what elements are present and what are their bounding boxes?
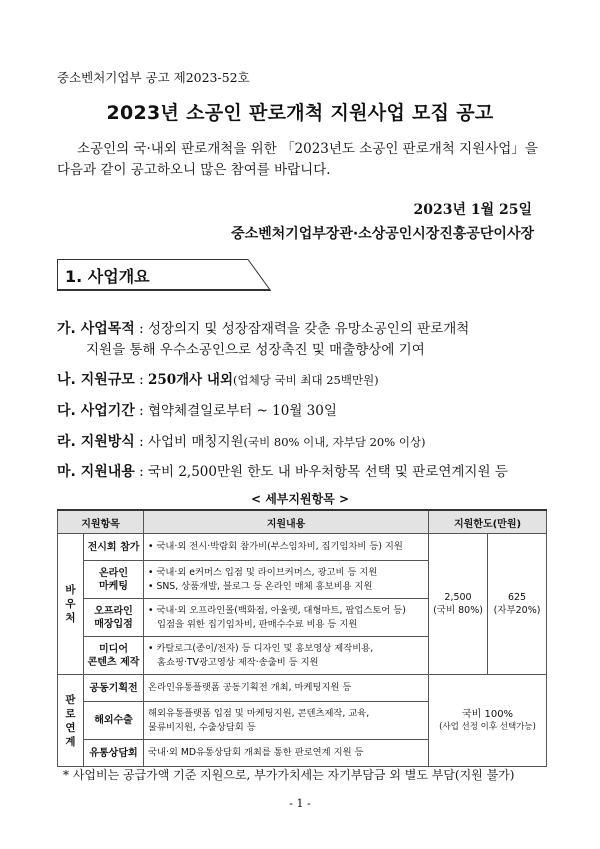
row-desc-text: • 국내·외 오프라인몰(백화점, 아울렛, 대형마트, 팝업스토어 등) <box>148 604 406 616</box>
item-method-text: : 사업비 매칭지원 <box>139 434 244 450</box>
row-desc-text: 물류비지원, 수출상담회 등 <box>148 721 256 733</box>
limit-linkage-note: (사업 선정 이후 선택가능) <box>439 721 536 732</box>
row-desc-text: • SNS, 상품개발, 블로그 등 온라인 매체 홍보비용 지원 <box>148 580 373 592</box>
row-name <box>84 740 144 767</box>
group-linkage <box>58 675 84 767</box>
item-purpose-key: 가. 사업목적 <box>57 321 135 337</box>
table-row <box>58 675 547 702</box>
row-name-text: 유통상담회 <box>89 747 138 759</box>
item-period-key: 다. 사업기간 <box>57 403 135 419</box>
row-name-text: 오프라인 <box>94 605 133 617</box>
limit-linkage-value: 국비 100% <box>461 708 514 720</box>
row-name <box>84 534 144 561</box>
group-linkage-char: 판 <box>65 693 76 706</box>
row-desc <box>144 599 429 637</box>
row-desc <box>144 561 429 599</box>
item-purpose-continued: 지원을 통해 우수소공인으로 성장촉진 및 매출향상에 기여 <box>86 342 425 358</box>
group-voucher-char: 바 <box>65 584 76 596</box>
row-desc-text: 국내·외 MD유통상담회 개최를 통한 판로연계 지원 등 <box>148 747 364 758</box>
row-name <box>84 561 144 599</box>
row-name-text: 온라인 <box>99 567 128 579</box>
row-desc <box>144 637 429 675</box>
support-items-table <box>57 509 547 767</box>
limit-total-value: 2,500 <box>444 592 472 603</box>
group-linkage-char: 연 <box>65 721 76 734</box>
group-voucher <box>58 534 84 675</box>
limit-total <box>429 534 488 675</box>
row-name-text: 마케팅 <box>99 580 128 592</box>
table-row <box>58 534 547 561</box>
page-number: - 1 - <box>289 797 311 810</box>
header-limit: 지원한도(만원) <box>429 510 547 534</box>
item-method-key: 라. 지원방식 <box>57 434 135 450</box>
limit-linkage <box>429 675 547 767</box>
item-content <box>57 460 508 481</box>
row-desc <box>144 702 429 740</box>
limit-self-note: (자부20%) <box>493 605 541 616</box>
item-period <box>57 399 337 420</box>
table-header-row <box>58 510 547 534</box>
footnote: * 사업비는 공급가액 기준 지원으로, 부가가치세는 자기부담금 외 별도 부담(지원 불가) <box>63 768 515 782</box>
item-period-text: : 협약체결일로부터 ~ 10월 30일 <box>139 403 337 419</box>
group-linkage-char: 로 <box>65 707 76 720</box>
limit-self <box>488 534 547 675</box>
page-title: 2023년 소공인 판로개척 지원사업 모집 공고 <box>106 102 494 124</box>
row-desc-text: • 국내·외 e커머스 입점 및 라이브커머스, 광고비 등 지원 <box>148 566 378 578</box>
item-method-note: (국비 80% 이내, 자부담 20% 이상) <box>243 435 426 449</box>
section-title: 1. 사업개요 <box>65 267 150 286</box>
intro-line-1: 소공인의 국·내외 판로개척을 위한 「2023년도 소공인 판로개척 지원사업」을 <box>77 141 538 157</box>
row-name-text: 미디어 <box>99 643 128 655</box>
row-desc-text: 해외유통플랫폼 입점 및 마케팅지원, 콘텐츠제작, 교육, <box>148 707 370 719</box>
item-method <box>57 430 426 451</box>
row-name-text: 해외수출 <box>94 715 133 726</box>
row-desc-text: 온라인유통플랫폼 공동기획전 개최, 마케팅지원 등 <box>148 682 352 693</box>
group-linkage-char: 계 <box>65 735 76 748</box>
item-scale-key: 나. 지원규모 <box>57 372 135 388</box>
row-desc <box>144 534 429 561</box>
row-name <box>84 675 144 702</box>
header-content: 지원내용 <box>144 510 429 534</box>
limit-total-note: (국비 80%) <box>433 605 483 616</box>
row-desc-text: 입점을 위한 집기임차비, 판매수수료 비용 등 지원 <box>157 618 358 630</box>
row-name <box>84 599 144 637</box>
header-item: 지원항목 <box>58 510 144 534</box>
item-scale-count: 250개사 내외 <box>147 372 233 388</box>
group-voucher-char: 우 <box>65 598 76 610</box>
row-desc-text: • 카탈로그(종이/전자) 등 디자인 및 홍보영상 제작비용, <box>148 642 374 654</box>
item-content-key: 마. 지원내용 <box>57 464 135 480</box>
intro-line-2: 다음과 같이 공고하오니 많은 참여를 바랍니다. <box>57 162 331 178</box>
table-caption: < 세부지원항목 > <box>250 492 350 506</box>
row-name-text: 콘텐츠 제작 <box>87 656 140 668</box>
limit-self-value: 625 <box>507 592 527 603</box>
notice-date: 2023년 1월 25일 <box>413 202 532 218</box>
row-name-text: 매장입점 <box>94 618 133 630</box>
row-name <box>84 637 144 675</box>
issuer: 중소벤처기업부장관·소상공인시장진흥공단이사장 <box>231 226 534 242</box>
item-scale-sep: : <box>139 372 148 388</box>
row-desc-text: 홈쇼핑·TV광고영상 제작·송출비 등 지원 <box>157 656 319 668</box>
row-name <box>84 702 144 740</box>
row-desc-text: • 국내·외 전시·박람회 참가비(부스임차비, 집기임차비 등) 지원 <box>148 541 403 552</box>
item-purpose <box>57 317 469 338</box>
row-name-text: 전시회 참가 <box>87 541 140 553</box>
row-desc <box>144 740 429 767</box>
row-desc <box>144 675 429 702</box>
notice-number: 중소벤처기업부 공고 제2023-52호 <box>57 70 250 85</box>
intro-paragraph <box>57 139 547 181</box>
item-scale-note: (업체당 국비 최대 25백만원) <box>233 373 379 387</box>
group-voucher-char: 처 <box>65 612 76 624</box>
row-name-text: 공동기획전 <box>89 682 138 694</box>
item-content-text: : 국비 2,500만원 한도 내 바우처항목 선택 및 판로연계지원 등 <box>139 464 508 480</box>
item-purpose-text: : 성장의지 및 성장잠재력을 갖춘 유망소공인의 판로개척 <box>139 321 470 337</box>
item-scale <box>57 368 379 389</box>
